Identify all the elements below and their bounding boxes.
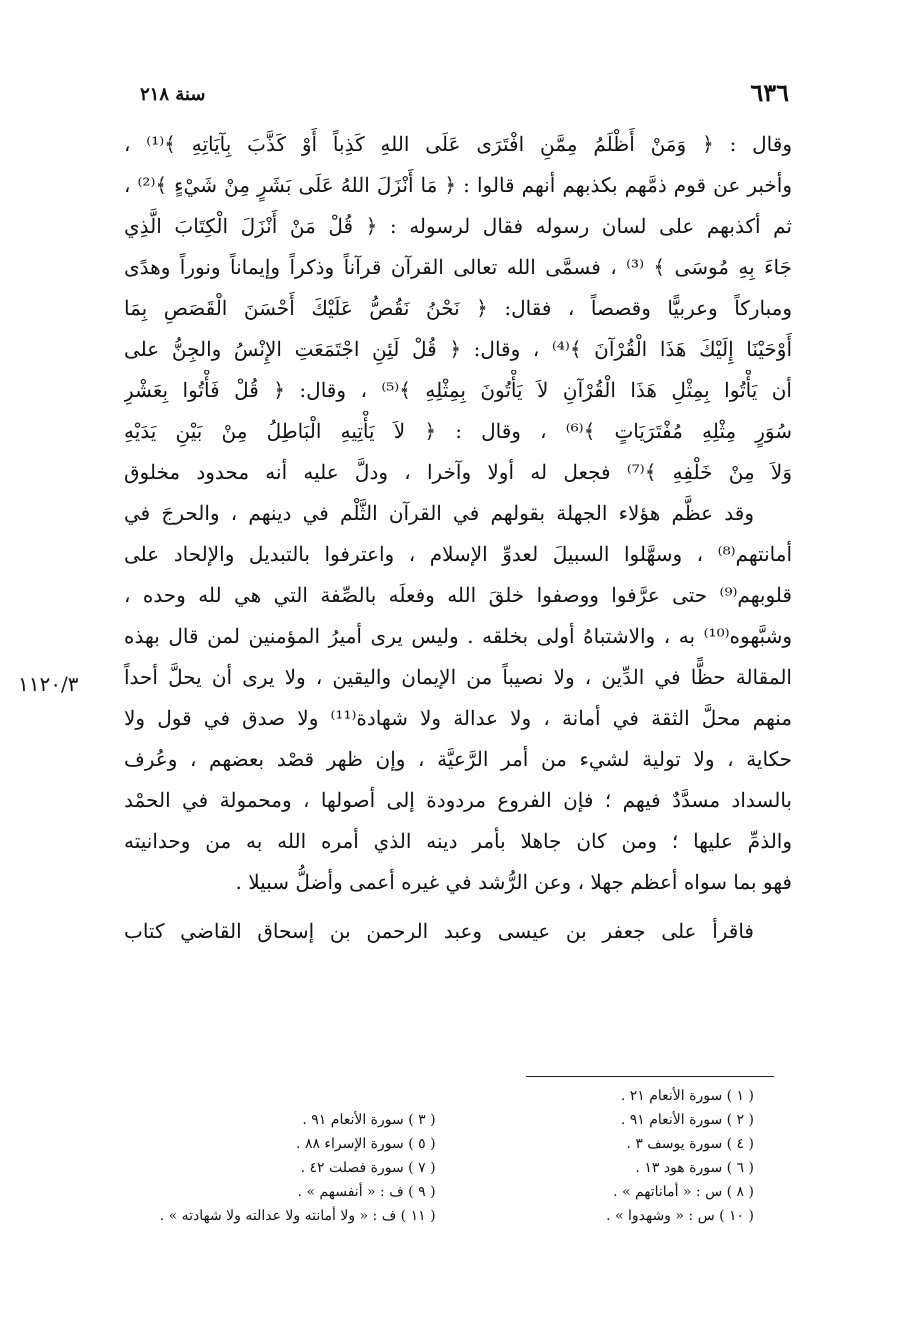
footnote: ( ٣ ) سورة الأنعام ٩١ . bbox=[302, 1112, 436, 1128]
body-line: منهم محلَّ الثقة في أمانة ، ولا عدالة ولا شهادة⁽¹¹⁾ ولا صدق في قول ولا bbox=[124, 706, 792, 730]
footnote: ( ١ ) سورة الأنعام ٢١ . bbox=[620, 1088, 754, 1104]
footnotes-left-column bbox=[120, 1084, 436, 1228]
margin-reference: ١١٢٠/٣ bbox=[18, 672, 79, 696]
footnote: ( ١٠ ) س : « وشهدوا » . bbox=[606, 1208, 754, 1224]
footnote: ( ٦ ) سورة هود ١٣ . bbox=[635, 1160, 754, 1176]
footnotes bbox=[120, 1084, 754, 1228]
body-line: جَاءَ بِهِ مُوسَى ﴾ ⁽³⁾ ، فسمَّى الله تعالى القرآن قرآناً وذكراً وإيماناً ونوراً وهدًى bbox=[124, 255, 792, 279]
footnote: ( ١١ ) ف : « ولا أمانته ولا عدالته ولا شهادته » . bbox=[159, 1208, 436, 1224]
body-line: أمانتهم⁽⁸⁾ ، وسهَّلوا السبيلَ لعدوِّ الإسلام ، واعترفوا بالتبديل والإلحاد على bbox=[124, 542, 792, 566]
body-line: وَلاَ مِنْ خَلْفِهِ ﴾⁽⁷⁾ فجعل له أولا وآخرا ، ودلَّ عليه أنه محدود مخلوق bbox=[124, 460, 792, 484]
body-line: وقال : ﴿ وَمَنْ أَظْلَمُ مِمَّنِ افْتَرَى عَلَى اللهِ كَذِباً أَوْ كَذَّبَ بِآيَاتِهِ ﴾⁽¹⁾ ، bbox=[124, 132, 792, 156]
footnote: ( ٥ ) سورة الإسراء ٨٨ . bbox=[296, 1136, 436, 1152]
footnotes-right-column bbox=[476, 1084, 754, 1228]
body-line: فهو بما سواه أعظم جهلا ، وعن الرُّشد في غيره أعمى وأضلُّ سبيلا . bbox=[235, 870, 792, 894]
footnote: ( ٧ ) سورة فصلت ٤٢ . bbox=[300, 1160, 436, 1176]
body-line: بالسداد مسدَّدٌ فيهم ؛ فإن الفروع مردودة إلى أصولها ، ومحمولة في الحمْد bbox=[124, 788, 792, 812]
page-number: ٦٣٦ bbox=[750, 78, 789, 107]
body-text bbox=[124, 124, 792, 952]
body-line: فاقرأ على جعفر بن عيسى وعبد الرحمن بن إسحاق القاضي كتاب bbox=[124, 919, 754, 943]
footnote: ( ٩ ) ف : « أنفسهم » . bbox=[297, 1184, 436, 1200]
page-header bbox=[140, 78, 789, 118]
body-line: أن يَأْتُوا بِمِثْلِ هَذَا الْقُرْآنِ لاَ يَأْتُونَ بِمِثْلِهِ ﴾⁽⁵⁾ ، وقال: ﴿ قُلْ فَأْتُوا بِعَشْرِ bbox=[124, 378, 792, 402]
footnote: ( ٤ ) سورة يوسف ٣ . bbox=[626, 1136, 754, 1152]
body-line: وقد عظَّم هؤلاء الجهلة بقولهم في القرآن الثَّلْم في دينهم ، والحرجَ في bbox=[124, 501, 754, 525]
body-line: وشبَّهوه⁽¹⁰⁾ به ، والاشتباهُ أولى بخلقه . وليس يرى أميرُ المؤمنين لمن قال بهذه bbox=[124, 624, 792, 648]
footnote-divider bbox=[526, 1076, 774, 1077]
body-line: سُوَرٍ مِثْلِهِ مُفْتَرَيَاتٍ ﴾⁽⁶⁾ ، وقال : ﴿ لاَ يَأْتِيهِ الْبَاطِلُ مِنْ بَيْنِ يَدَيْهِ bbox=[124, 419, 792, 443]
body-line: حكاية ، ولا تولية لشيء من أمر الرَّعيَّة ، وإن ظهر قصْد بعضهم ، وعُرف bbox=[124, 747, 792, 771]
body-line: ثم أكذبهم على لسان رسوله فقال لرسوله : ﴿ قُلْ مَنْ أَنْزَلَ الْكِتَابَ الَّذِي bbox=[124, 214, 792, 238]
body-line: أَوْحَيْنَا إِلَيْكَ هَذَا الْقُرْآنَ ﴾⁽⁴⁾ ، وقال: ﴿ قُلْ لَئِنِ اجْتَمَعَتِ الإِنْسُ والجِنُّ على bbox=[124, 337, 792, 361]
body-line: والذمِّ عليها ؛ ومن كان جاهلا بأمر دينه الذي أمره الله به من وحدانيته bbox=[124, 829, 792, 853]
body-line: قلوبهم⁽⁹⁾ حتى عرَّفوا ووصفوا خلقَ الله وفعلَه بالصِّفة التي هي لله وحده ، bbox=[124, 583, 792, 607]
footnote: ( ٨ ) س : « أماناتهم » . bbox=[613, 1184, 754, 1200]
year-label: سنة ٢١٨ bbox=[140, 84, 206, 105]
body-line: وأخبر عن قوم ذمَّهم بكذبهم أنهم قالوا : ﴿ مَا أَنْزَلَ اللهُ عَلَى بَشَرٍ مِنْ شَيْءٍ ﴾⁽²⁾ ، bbox=[124, 173, 792, 197]
body-line: ومباركاً وعربيًّا وقصصاً ، فقال: ﴿ نَحْنُ نَقُصُّ عَلَيْكَ أَحْسَنَ الْقَصَصِ بِمَا bbox=[124, 296, 792, 320]
body-line: المقالة حظًّا في الدِّين ، ولا نصيباً من الإيمان واليقين ، ولا يرى أن يحلَّ أحداً bbox=[124, 665, 792, 689]
footnote: ( ٢ ) سورة الأنعام ٩١ . bbox=[620, 1112, 754, 1128]
